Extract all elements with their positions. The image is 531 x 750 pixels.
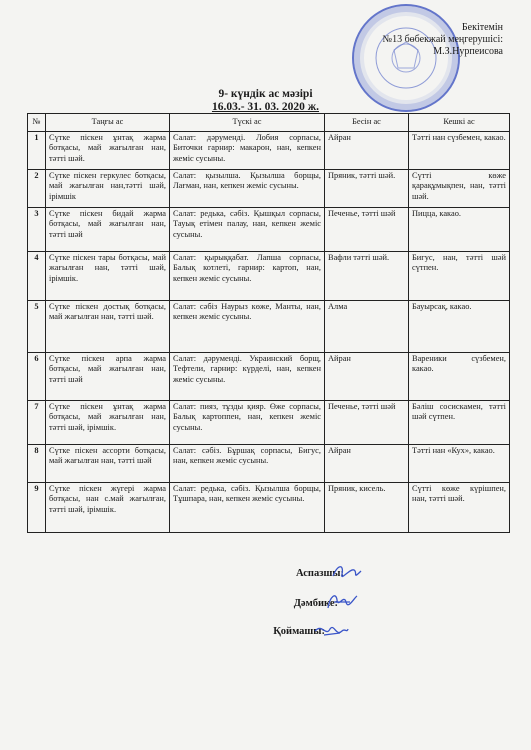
row-number: 3 — [28, 208, 46, 252]
dinner-cell: Тәтті нан сүзбемен, какао. — [409, 132, 510, 170]
table-row — [28, 401, 510, 445]
nurse-label: Дәмбике: — [293, 598, 338, 609]
nurse-signature — [324, 590, 360, 614]
header-breakfast: Таңғы ас — [46, 114, 170, 132]
table-row — [28, 445, 510, 483]
row-number: 4 — [28, 252, 46, 301]
snack-cell: Печенье, тәтті шәй — [325, 208, 409, 252]
dinner-cell: Вареники сүзбемен, какао. — [409, 353, 510, 401]
breakfast-cell: Сүтке піскен ассорти ботқасы, май жағылған нан, тәтті шәй — [46, 445, 170, 483]
breakfast-cell: Сүтке піскен геркулес ботқасы, май жағылған нан,тәтті шәй, ірімшік — [46, 170, 170, 208]
lunch-cell: Салат: дәруменді. Лобия сорпасы, Биточки гарнир: макарон, нан, кепкен жеміс сусыны. — [170, 132, 325, 170]
snack-cell: Пряник, тәтті шәй. — [325, 170, 409, 208]
menu-table — [27, 113, 510, 533]
dinner-cell: Бауырсақ, какао. — [409, 301, 510, 353]
table-row — [28, 353, 510, 401]
lunch-cell: Салат: сәбіз. Бұршақ сорпасы, Бигус, нан, кепкен жеміс сусыны. — [170, 445, 325, 483]
table-row — [28, 483, 510, 533]
storekeeper-label: Қоймашы: — [273, 626, 325, 637]
row-number: 8 — [28, 445, 46, 483]
dinner-cell: Сүтті көже қарақұмықпен, нан, тәтті шәй. — [409, 170, 510, 208]
breakfast-cell: Сүтке піскен арпа жарма ботқасы, май жағылған нан, тәтті шәй — [46, 353, 170, 401]
page-title — [0, 88, 531, 114]
row-number: 9 — [28, 483, 46, 533]
table-row — [28, 208, 510, 252]
row-number: 2 — [28, 170, 46, 208]
lunch-cell: Салат: дәруменді. Украинский борщ, Тефтели, гарнир: күрделі, нан, кепкен жеміс сусыны. — [170, 353, 325, 401]
header-number: № — [28, 114, 46, 132]
snack-cell: Айран — [325, 353, 409, 401]
breakfast-cell: Сүтке піскен жүгері жарма ботқасы, нан с.май жағылған, тәтті шәй, ірімшік. — [46, 483, 170, 533]
breakfast-cell: Сүтке піскен ұнтақ жарма ботқасы, май жағылған нан, тәтті шәй. — [46, 132, 170, 170]
breakfast-cell: Сүтке піскен тары ботқасы, май жағылған нан, тәтті шәй, ірімшік. — [46, 252, 170, 301]
row-number: 7 — [28, 401, 46, 445]
breakfast-cell: Сүтке піскен ұнтақ жарма ботқасы, май жағылған нан, тәтті шәй, ірімшік. — [46, 401, 170, 445]
lunch-cell: Салат: сәбіз Наурыз көже, Манты, нан, кепкен жеміс сусыны. — [170, 301, 325, 353]
cook-label: Аспазшы: — [295, 568, 344, 579]
table-row — [28, 252, 510, 301]
dinner-cell: Пицца, какао. — [409, 208, 510, 252]
approval-block — [303, 22, 503, 58]
lunch-cell: Салат: пияз, тұзды қияр. Өже сорпасы, Балық картоппен, нан, кепкен жеміс сусыны. — [170, 401, 325, 445]
lunch-cell: Салат: редька, сәбіз. Қышқыл сорпасы, Тауық етімен палау, нан, кепкен жеміс сусыны. — [170, 208, 325, 252]
lunch-cell: Салат: редька, сәбіз. Қызылша борщы, Тұшпара, нан, кепкен жеміс сусыны. — [170, 483, 325, 533]
menu-heading: 9- күндік ас мәзірі — [218, 88, 313, 100]
lunch-cell: Салат: қырыққабат. Лапша сорпасы, Балық котлеті, гарнир: картоп, нан, кепкен жеміс сусыны. — [170, 252, 325, 301]
menu-period: 16.03.- 31. 03. 2020 ж. — [211, 101, 320, 113]
approval-name: М.З.Нурпеисова — [433, 46, 503, 57]
snack-cell: Вафли тәтті шәй. — [325, 252, 409, 301]
snack-cell: Айран — [325, 445, 409, 483]
dinner-cell: Тәтті нан «Кух», какао. — [409, 445, 510, 483]
table-row — [28, 170, 510, 208]
table-row — [28, 301, 510, 353]
dinner-cell: Сүтті көже күрішпен, нан, тәтті шәй. — [409, 483, 510, 533]
header-lunch: Түскі ас — [170, 114, 325, 132]
snack-cell: Айран — [325, 132, 409, 170]
row-number: 6 — [28, 353, 46, 401]
breakfast-cell: Сүтке піскен бидай жарма ботқасы, май жағылған нан, тәтті шәй — [46, 208, 170, 252]
dinner-cell: Бәліш сосискамен, тәтті шәй сүтпен. — [409, 401, 510, 445]
cook-signature — [330, 562, 364, 584]
table-row — [28, 132, 510, 170]
approval-position: №13 бөбекжай меңгерушісі: — [382, 34, 503, 45]
dinner-cell: Бигус, нан, тәтті шәй сүтпен. — [409, 252, 510, 301]
header-snack: Бесін ас — [325, 114, 409, 132]
storekeeper-signature — [312, 621, 350, 643]
row-number: 1 — [28, 132, 46, 170]
snack-cell: Пряник, кисель. — [325, 483, 409, 533]
lunch-cell: Салат: қызылша. Қызылша борщы, Лағман, нан, кепкен жеміс сусыны. — [170, 170, 325, 208]
snack-cell: Печенье, тәтті шәй — [325, 401, 409, 445]
breakfast-cell: Сүтке піскен достық ботқасы, май жағылған нан, тәтті шәй. — [46, 301, 170, 353]
approval-label: Бекітемін — [461, 22, 503, 33]
row-number: 5 — [28, 301, 46, 353]
header-dinner: Кешкі ас — [409, 114, 510, 132]
table-header-row — [28, 114, 510, 132]
snack-cell: Алма — [325, 301, 409, 353]
